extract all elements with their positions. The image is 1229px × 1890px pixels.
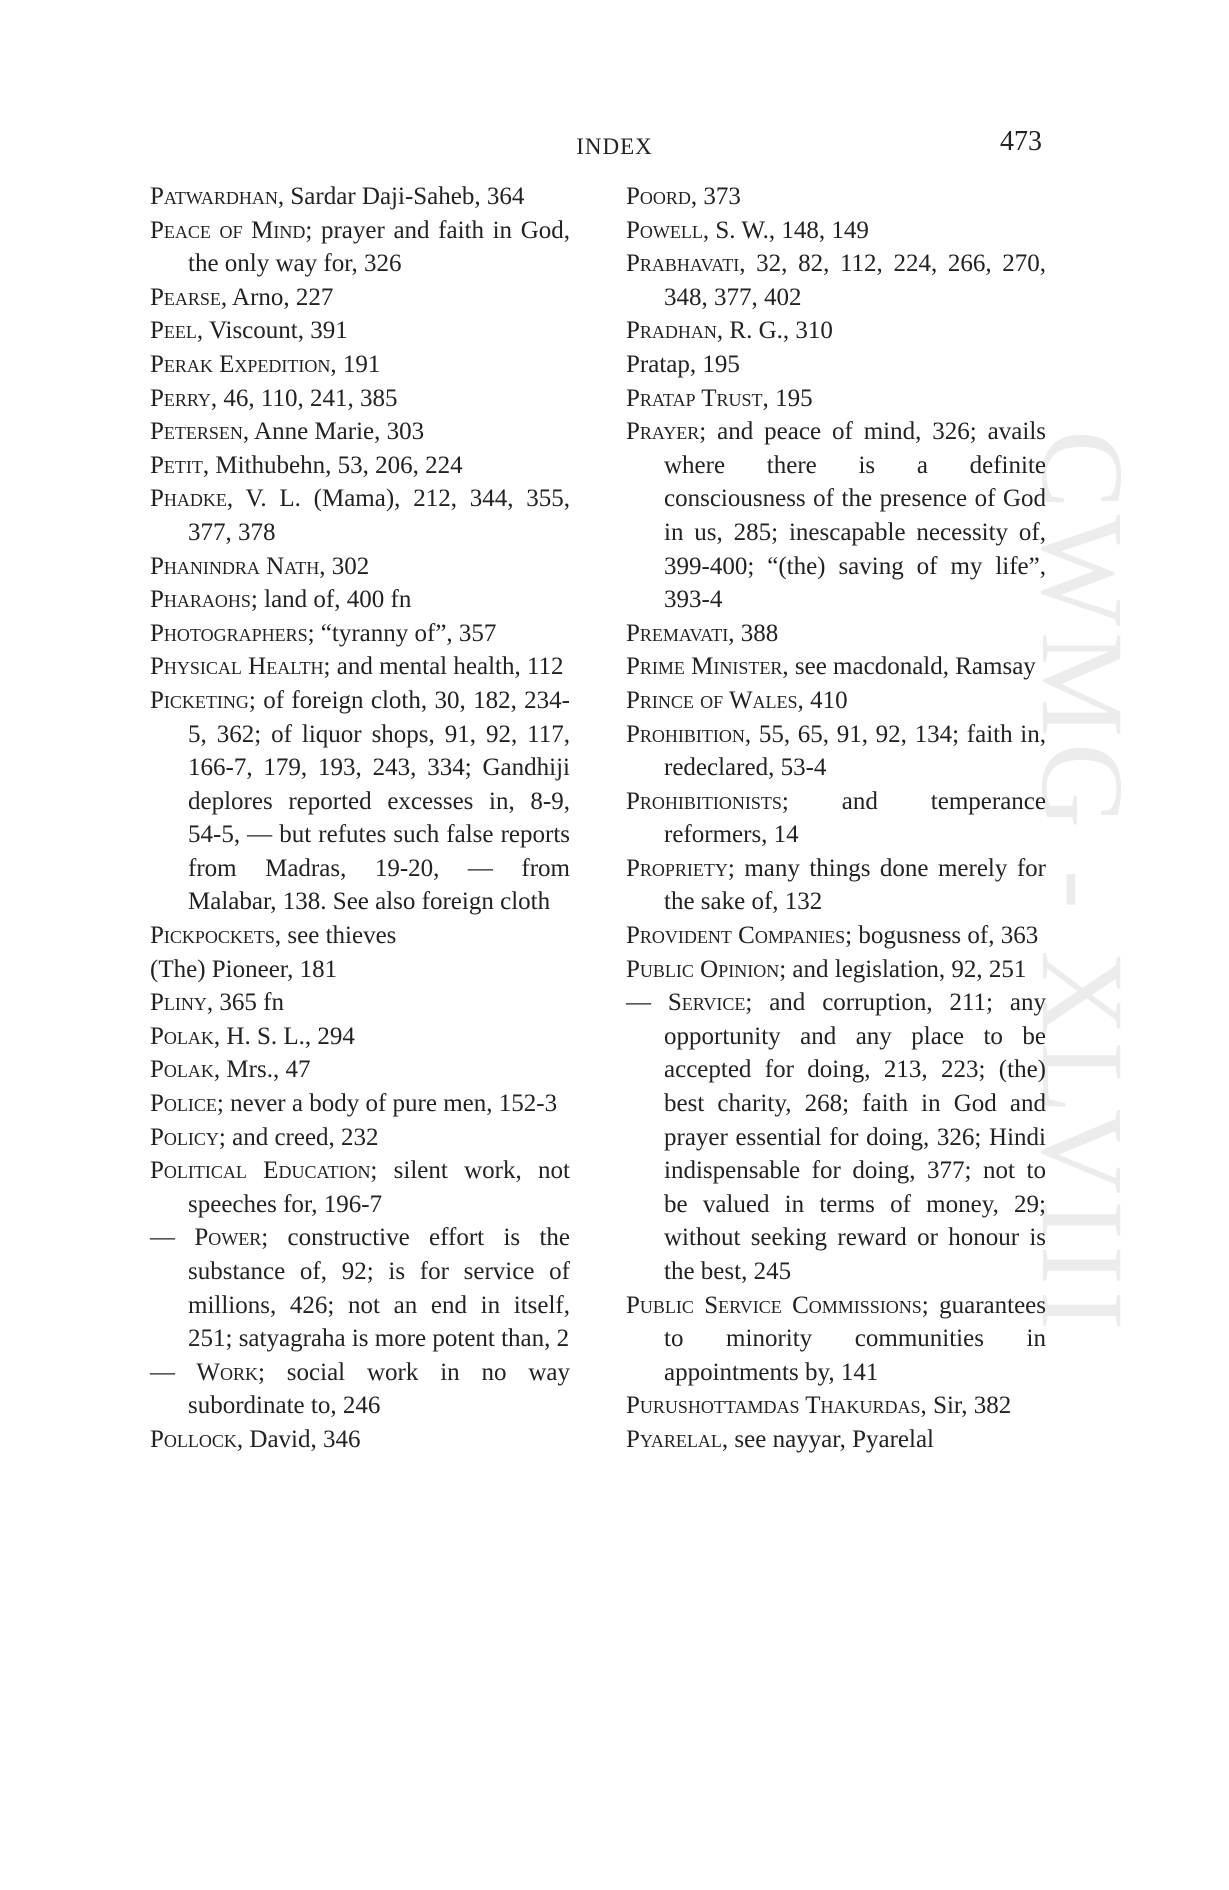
index-entry: [150, 1154, 570, 1221]
index-entry-heading: Provident Companies;: [626, 922, 853, 950]
running-header: INDEX: [576, 134, 653, 159]
index-entry-text: R. G., 310: [723, 317, 833, 345]
index-entry-text: bogusness of, 363: [852, 922, 1039, 950]
index-entry: [150, 684, 570, 919]
index-entry: [150, 449, 570, 483]
index-entry: [626, 214, 1046, 248]
index-entry: [626, 1289, 1046, 1390]
index-entry-heading: Pickpockets,: [150, 922, 282, 950]
index-entry: [150, 281, 570, 315]
index-entry-text: 365 fn: [213, 989, 284, 1017]
index-entry-text: 195: [768, 384, 813, 412]
index-entry: [150, 1053, 570, 1087]
index-entry: [626, 953, 1046, 987]
index-entry: [150, 953, 570, 987]
index-entry-text: see macdonald, Ramsay: [788, 653, 1036, 681]
index-entry-heading: Phadke,: [150, 485, 234, 513]
index-entry-text: land of, 400 fn: [257, 586, 412, 614]
index-entry-text: of foreign cloth, 30, 182, 234-5, 362; of liquor shops, 91, 92, 117, 166-7, 179, 193, 243, 334; Gandhiji deplores reported excesses in, 8-9, 54-5, — but refutes such false reports from Madras, 19-20, — from Malabar, 138. See also foreign cloth: [188, 686, 570, 916]
index-entry: [150, 382, 570, 416]
index-entry-text: (The) Pioneer, 181: [150, 955, 338, 983]
index-entry: [150, 348, 570, 382]
index-entry: [626, 1423, 1046, 1457]
index-entry: [150, 214, 570, 281]
index-entry-text: see thieves: [281, 922, 397, 950]
index-entry-heading: Pearse,: [150, 283, 228, 311]
index-entry: [626, 919, 1046, 953]
index-entry-text: and temperance reformers, 14: [664, 787, 1046, 849]
index-entry-text: 191: [336, 350, 381, 378]
index-entry-heading: Perry,: [150, 384, 218, 412]
index-entry: [150, 986, 570, 1020]
index-entry-text: David, 346: [243, 1425, 361, 1453]
index-entry-heading: Peel,: [150, 317, 204, 345]
index-entry-text: V. L. (Mama), 212, 344, 355, 377, 378: [188, 485, 570, 546]
index-entry-heading: Pyarelal,: [626, 1425, 729, 1453]
watermark: CWMG - XLVIII: [1017, 430, 1148, 1337]
index-entry: [150, 314, 570, 348]
index-column-left: [150, 180, 570, 1457]
index-entry-text: Pratap, 195: [626, 350, 740, 378]
index-entry-heading: Pratap Trust,: [626, 384, 769, 412]
index-entry-text: silent work, not speeches for, 196-7: [188, 1157, 570, 1218]
index-entry: [626, 684, 1046, 718]
index-entry: [150, 650, 570, 684]
index-entry-heading: Public Opinion;: [626, 955, 787, 983]
index-entry-text: see nayyar, Pyarelal: [728, 1425, 935, 1453]
index-entry: [150, 482, 570, 549]
index-entry-text: and corruption, 211; any opportunity and any place to be accepted for doing, 213, 223; (the) best charity, 268; faith in God and prayer essential for doing, 326; Hindi indispensable for doing, 377; not to be valued in terms of money, 29; without seeking reward or honour is the best, 245: [664, 989, 1046, 1285]
page-number: 473: [1000, 126, 1042, 157]
index-entry-heading: Public Service Commissions;: [626, 1291, 929, 1319]
index-entry-heading: Prayer;: [626, 418, 707, 446]
index-entry-text: and creed, 232: [225, 1123, 379, 1151]
index-entry-heading: Pharaohs;: [150, 586, 258, 614]
index-entry: [626, 785, 1046, 852]
index-entry-text: Sir, 382: [926, 1392, 1012, 1420]
index-entry-text: Sardar Daji-Saheb, 364: [284, 183, 525, 210]
index-entry: [150, 415, 570, 449]
index-entry: [626, 986, 1046, 1288]
index-entry: [150, 180, 570, 214]
index-entry: [626, 348, 1046, 382]
index-column-right: [626, 180, 1046, 1457]
index-entry-heading: Petit,: [150, 451, 210, 479]
index-entry-text: and mental health, 112: [330, 653, 564, 681]
index-entry-heading: Phanindra Nath,: [150, 552, 326, 580]
index-entry-heading: Prohibition,: [626, 720, 752, 748]
index-entry: [150, 1121, 570, 1155]
index-entry: [150, 617, 570, 651]
index-entry: [626, 180, 1046, 214]
index-entry-heading: Police;: [150, 1090, 224, 1118]
index-entry-text: S. W., 148, 149: [709, 216, 869, 244]
index-entry-text: “tyranny of”, 357: [314, 619, 497, 647]
index-entry-heading: Prince of Wales,: [626, 686, 804, 714]
index-entry-text: Viscount, 391: [203, 317, 348, 345]
index-entry-text: 373: [697, 183, 741, 210]
index-entry-heading: Physical Health;: [150, 653, 331, 681]
index-entry: [150, 1087, 570, 1121]
index-entry-text: constructive effort is the substance of, 92; is for service of millions, 426; not an end in itself, 251; satyagraha is more potent than, 2: [188, 1224, 571, 1353]
index-entry-heading: — Service;: [626, 989, 753, 1017]
index-entry: [150, 1423, 570, 1457]
index-entry-heading: Petersen,: [150, 418, 250, 446]
index-entry-heading: — Work;: [150, 1358, 265, 1386]
index-entry-heading: — Power;: [150, 1224, 269, 1252]
index-entry-heading: Political Education;: [150, 1157, 378, 1185]
index-entry: [150, 1356, 570, 1423]
index-entry-text: social work in no way subordinate to, 246: [188, 1358, 570, 1420]
index-entry-text: 302: [325, 552, 370, 580]
index-entry-heading: Propriety;: [626, 854, 735, 882]
index-entry-text: and peace of mind, 326; avails where there is a definite consciousness of the presence of God in us, 285; inescapable necessity of, 399-400; “(the) saving of my life”, 393-4: [664, 418, 1046, 614]
index-entry-heading: Prime Minister,: [626, 653, 789, 681]
index-entry: [626, 415, 1046, 617]
index-entry: [626, 852, 1046, 919]
index-entry: [626, 718, 1046, 785]
index-entry-text: 388: [734, 619, 779, 647]
index-entry-text: prayer and faith in God, the only way for, 326: [188, 216, 570, 278]
index-entry-heading: Pradhan,: [626, 317, 724, 345]
index-entry: [626, 247, 1046, 314]
index-entry-text: Mrs., 47: [220, 1056, 311, 1084]
index-entry-text: Mithubehn, 53, 206, 224: [209, 451, 463, 479]
index-entry: [626, 650, 1046, 684]
index-entry: [626, 1389, 1046, 1423]
index-entry: [626, 617, 1046, 651]
index-entry: [150, 550, 570, 584]
index-entry-text: guarantees to minority communities in appointments by, 141: [664, 1291, 1046, 1386]
index-entry-heading: Premavati,: [626, 619, 735, 647]
index-entry-text: many things done merely for the sake of, 132: [664, 854, 1046, 916]
index-entry-text: Anne Marie, 303: [249, 418, 425, 446]
index-entry-text: 32, 82, 112, 224, 266, 270, 348, 377, 402: [664, 250, 1046, 311]
index-entry-heading: Pollock,: [150, 1425, 244, 1453]
index-entry: [150, 1020, 570, 1054]
index-entry: [150, 1221, 570, 1355]
index-entry-heading: Purushottamdas Thakurdas,: [626, 1392, 927, 1420]
index-entry: [626, 382, 1046, 416]
index-entry-heading: Patwardhan,: [150, 183, 285, 210]
index-entry-heading: Prabhavati,: [626, 250, 746, 278]
index-entry-heading: Peace of Mind;: [150, 216, 313, 244]
index-entry-text: H. S. L., 294: [220, 1022, 355, 1050]
index-entry-heading: Poord,: [626, 183, 698, 210]
index-entry-text: 55, 65, 91, 92, 134; faith in, redeclared, 53-4: [664, 720, 1046, 782]
index-entry: [150, 583, 570, 617]
index-entry-heading: Photographers;: [150, 619, 315, 647]
index-entry-heading: Perak Expedition,: [150, 350, 337, 378]
index-entry-heading: Policy;: [150, 1123, 226, 1151]
index-entry-heading: Pliny,: [150, 989, 214, 1017]
index-entry-text: never a body of pure men, 152-3: [223, 1090, 558, 1118]
index-entry-text: 46, 110, 241, 385: [217, 384, 398, 412]
index-entry: [626, 314, 1046, 348]
index-entry-heading: Picketing;: [150, 686, 256, 714]
index-entry-heading: Powell,: [626, 216, 710, 244]
index-entry: [150, 919, 570, 953]
index-entry-heading: Polak,: [150, 1022, 221, 1050]
index-entry-text: and legislation, 92, 251: [786, 955, 1027, 983]
index-entry-heading: Prohibitionists;: [626, 787, 789, 815]
index-entry-text: 410: [803, 686, 848, 714]
index-entry-heading: Polak,: [150, 1056, 221, 1084]
index-entry-text: Arno, 227: [227, 283, 334, 311]
